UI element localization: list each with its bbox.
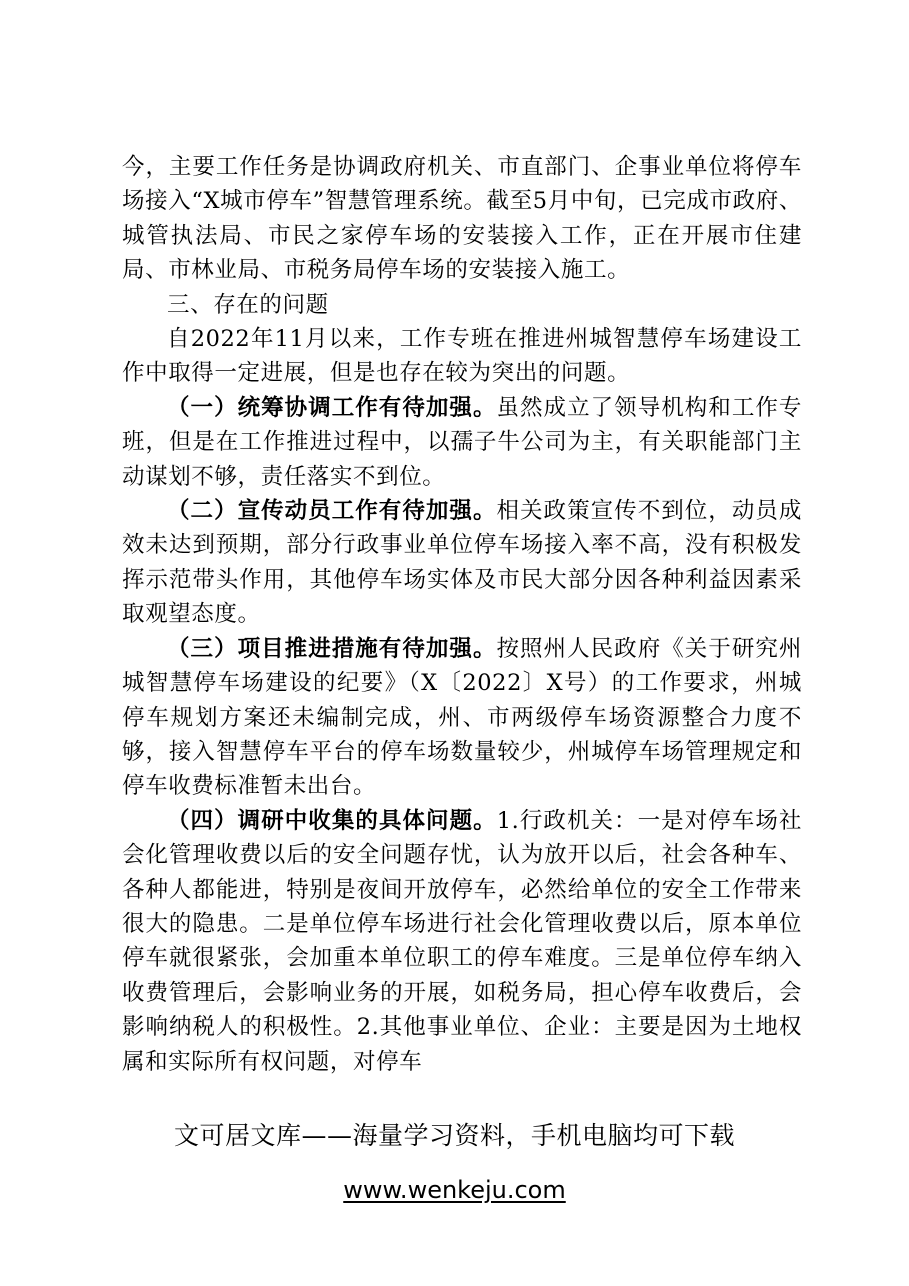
item-1-lead: （一）统筹协调工作有待加强。 — [167, 394, 497, 421]
item-3-text: 按照州人民政府《关于研究州城智慧停车场建设的纪要》（X〔2022〕X号）的工作要求，州城停车规划方案还未编制完成，州、市两级停车场资源整合力度不够，接入智慧停车平台的停车场数量较少，州城停车场管理规定和停车收费标准暂未出台。 — [122, 635, 802, 800]
paragraph-item-1 — [122, 391, 802, 494]
item-2-text: 相关政策宣传不到位，动员成效未达到预期，部分行政事业单位停车场接入率不高，没有积极发挥示范带头作用，其他停车场实体及市民大部分因各种利益因素采取观望态度。 — [122, 498, 802, 628]
item-3-lead: （三）项目推进措施有待加强。 — [167, 635, 497, 662]
section-heading-problems: 三、存在的问题 — [167, 291, 329, 318]
footer-banner: 文可居文库——海量学习资料，手机电脑均可下载 — [173, 1121, 735, 1150]
footer-url-line — [0, 1176, 909, 1204]
paragraph-continuation: 今，主要工作任务是协调政府机关、市直部门、企事业单位将停车场接入“X城市停车”智慧管理系统。截至5月中旬，已完成市政府、城管执法局、市民之家停车场的安装接入工作，正在开展市住建局、市林业局、市税务局停车场的安装接入施工。 — [122, 154, 802, 284]
item-1-text: 虽然成立了领导机构和工作专班，但是在工作推进过程中，以孺子牛公司为主，有关职能部门主动谋划不够，责任落实不到位。 — [122, 394, 802, 490]
footer-url-link[interactable]: www.wenkeju.com — [343, 1176, 566, 1204]
paragraph-item-3 — [122, 632, 802, 804]
paragraph-item-4 — [122, 804, 802, 1079]
item-2-lead: （二）宣传动员工作有待加强。 — [167, 498, 497, 525]
document-body — [122, 150, 802, 1079]
item-4-lead: （四）调研中收集的具体问题。 — [167, 807, 497, 834]
paragraph-item-2 — [122, 494, 802, 632]
item-4-text: 1.行政机关：一是对停车场社会化管理收费以后的安全问题存忧，认为放开以后，社会各种车、各种人都能进，特别是夜间开放停车，必然给单位的安全工作带来很大的隐患。二是单位停车场进行社会化管理收费以后，原本单位停车就很紧张，会加重本单位职工的停车难度。三是单位停车纳入收费管理后，会影响业务的开展，如税务局，担心停车收费后，会影响纳税人的积极性。2.其他事业单位、企业：主要是因为土地权属和实际所有权问题，对停车 — [122, 807, 802, 1075]
paragraph-intro: 自2022年11月以来，工作专班在推进州城智慧停车场建设工作中取得一定进展，但是也存在较为突出的问题。 — [122, 326, 802, 387]
